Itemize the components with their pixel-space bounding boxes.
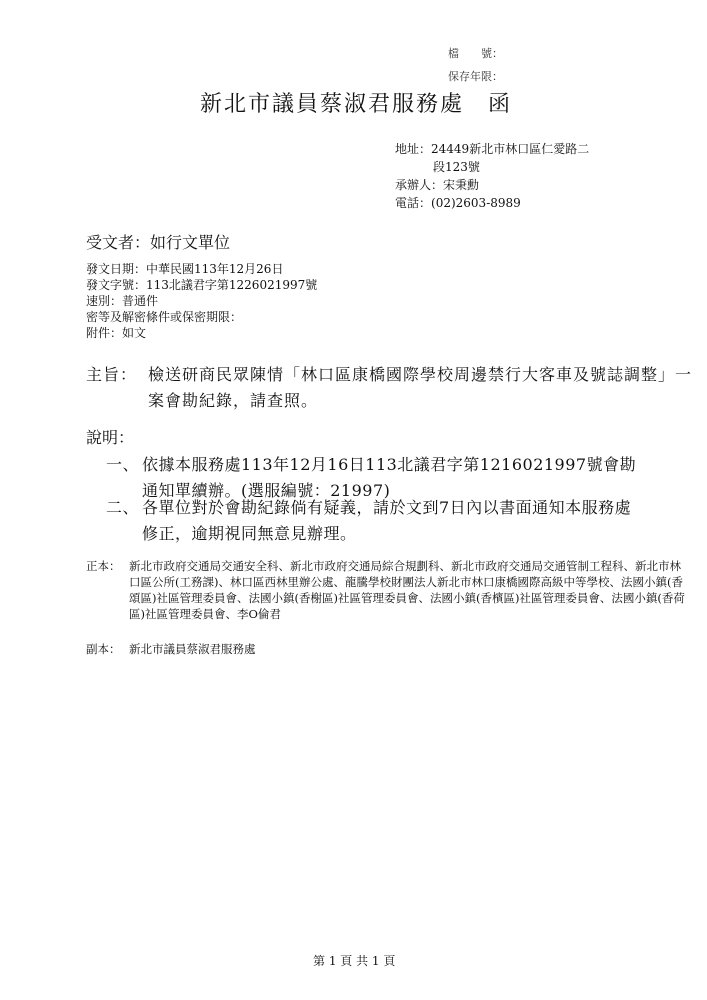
address-label: 地址：	[395, 142, 432, 156]
recipient-label: 受文者：	[86, 233, 151, 252]
recipient-value: 如行文單位	[150, 233, 231, 252]
document-number: 發文字號：113北議君字第1226021997號	[86, 278, 318, 292]
document-title: 新北市議員蔡淑君服務處 函	[200, 92, 513, 117]
explanation-label: 說明：	[86, 428, 135, 447]
distribution-main	[86, 558, 696, 642]
main-recipients-text: 新北市政府交通局交通安全科、新北市政府交通局綜合規劃科、新北市政府交通局交通管制工程科、新北市林口區公所(工務課)、林口區西林里辦公處、龍騰學校財團法人新北市林口康橋國際高級中等學校、法國小鎮(香頌區)社區管理委員會、法國小鎮(香榭區)社區管理委員會、法國小鎮(香檳區)社區管理委員會、法國小鎮(香荷區)社區管理委員會、李O倫君	[129, 559, 685, 621]
item-text: 各單位對於會勘紀錄倘有疑義，請於文到7日內以書面通知本服務處修正，逾期視同無意見辦理。	[142, 498, 632, 543]
sender-info	[395, 140, 589, 212]
main-recipients-label: 正本：	[86, 559, 121, 573]
archive-number-label: 檔 號：	[448, 47, 503, 60]
item-text: 依據本服務處113年12月16日113北議君字第1216021997號會勘通知單續辦。(選服編號：21997)	[142, 455, 637, 500]
phone-number: (02)2603-8989	[431, 196, 521, 210]
address-line1: 24449新北市林口區仁愛路二	[431, 142, 590, 156]
distribution-copy	[86, 641, 696, 659]
page-number: 第 1 頁 共 1 頁	[313, 954, 396, 968]
issue-date: 發文日期：中華民國113年12月26日	[86, 262, 284, 276]
secrecy-level: 密等及解密條件或保密期限：	[86, 310, 243, 324]
subject-label: 主旨：	[86, 365, 138, 384]
phone-label: 電話：	[395, 196, 432, 210]
item-number: 二、	[106, 498, 140, 517]
copy-recipients-label: 副本：	[86, 642, 121, 656]
handler-label: 承辦人：	[395, 178, 444, 192]
subject	[86, 362, 706, 418]
address-line2: 段123號	[433, 160, 480, 174]
recipient	[86, 230, 230, 253]
document-meta	[86, 261, 317, 341]
explanation-item	[106, 495, 646, 549]
copy-recipients-text: 新北市議員蔡淑君服務處	[129, 642, 256, 656]
subject-text: 檢送研商民眾陳情「林口區康橋國際學校周邊禁行大客車及號誌調整」一案會勘紀錄，請查照。	[148, 365, 693, 410]
item-number: 一、	[106, 455, 140, 474]
attachment: 附件：如文	[86, 326, 147, 340]
handler-name: 宋秉勳	[443, 178, 480, 192]
retention-period-label: 保存年限：	[448, 70, 503, 83]
delivery-speed: 速別：普通件	[86, 294, 159, 308]
